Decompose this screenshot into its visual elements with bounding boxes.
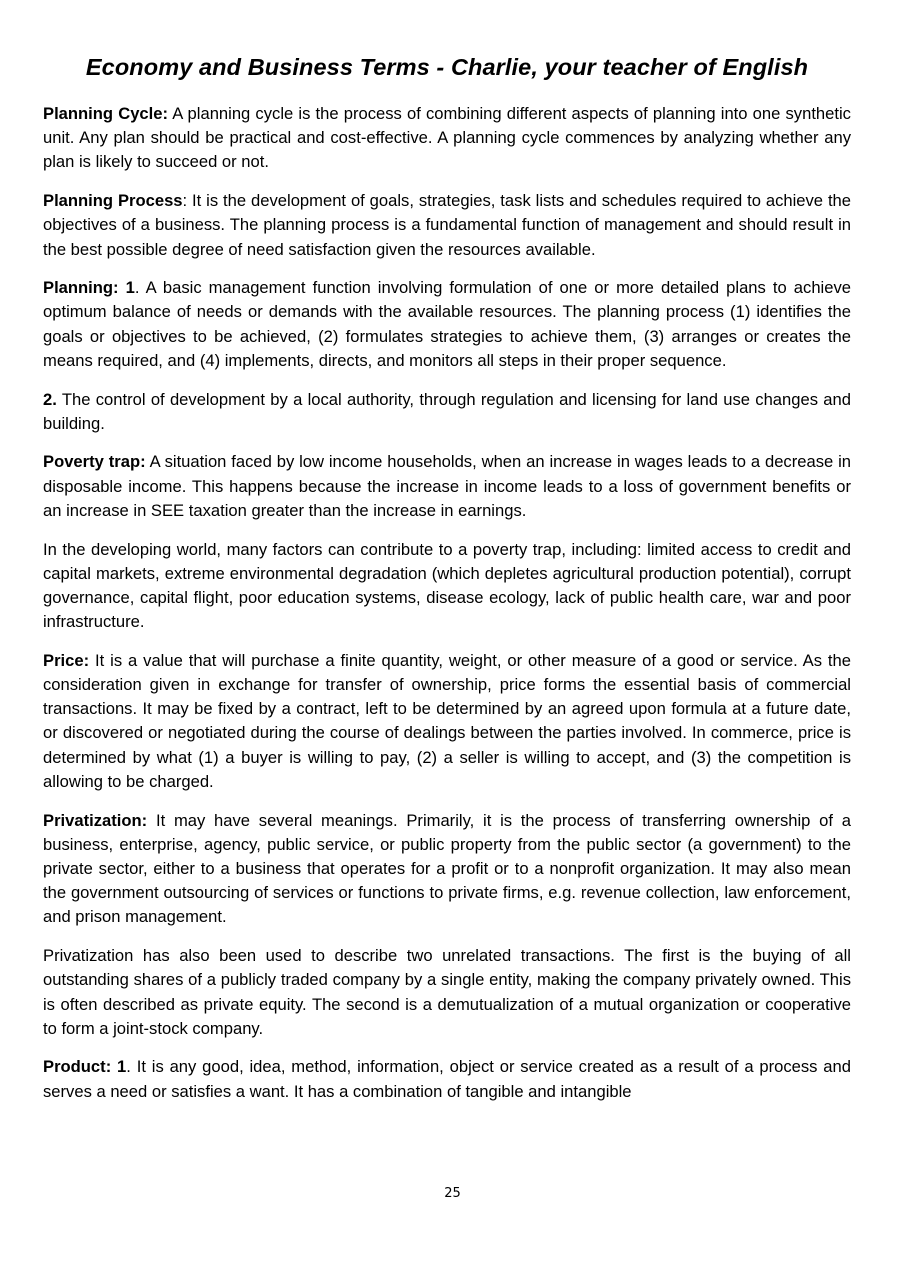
term-label: Poverty trap: (43, 452, 146, 472)
page-number: 25 (444, 1186, 461, 1201)
definition-text: The control of development by a local authority, through regulation and licensing for land use changes and building. (43, 389, 851, 433)
body-text: In the developing world, many factors can contribute to a poverty trap, including: limited access to credit and capital markets, extreme environmental degradation (which depletes agricultural production potential), corrupt governance, capital flight, poor education systems, disease ecology, lack of public health care, war and poor infrastructure. (43, 539, 851, 632)
definition-text: A situation faced by low income households, when an increase in wages leads to a decrease in disposable income. This happens because the increase in income leads to a loss of government benefits or an increase in SEE taxation greater than the increase in earnings. (43, 452, 852, 520)
definition-planning-2 (43, 388, 851, 436)
definition-text: . A basic management function involving formulation of one or more detailed plans to achieve optimum balance of needs or demands with the available resources. The planning process (1) identifies the goals or objectives to be achieved, (2) formulates strategies to achieve them, (3) arranges or creates the means required, and (4) implements, directs, and monitors all steps in their proper sequence. (43, 278, 851, 370)
term-label: 2. (43, 389, 57, 409)
definition-text: It is a value that will purchase a finite quantity, weight, or other measure of a good or service. As the consideration given in exchange for transfer of ownership, price forms the essential basis of commercial transactions. It may be fixed by a contract, left to be determined by an agreed upon formula at a future date, or discovered or negotiated during the course of dealings between the parties involved. In commerce, price is determined by what (1) a buyer is willing to pay, (2) a seller is willing to accept, and (3) the competition is allowing to be charged. (43, 650, 851, 791)
term-label: Planning: 1 (43, 278, 135, 298)
body-text: Privatization has also been used to describe two unrelated transactions. The first is the buying of all outstanding shares of a publicly traded company by a single entity, making the company privately owned. This is often described as private equity. The second is a demutualization of a mutual organization or cooperative to form a joint-stock company. (43, 946, 851, 1038)
definition-privatization (43, 809, 851, 930)
definition-text: : It is the development of goals, strategies, task lists and schedules required to achieve the objectives of a business. The planning process is a fundamental function of management and should result in the best possible degree of need satisfaction given the resources available. (43, 191, 852, 259)
term-label: Price: (43, 650, 90, 670)
term-label: Planning Cycle: (43, 104, 169, 123)
term-label: Privatization: (43, 810, 148, 830)
definition-text: A planning cycle is the process of combining different aspects of planning into one synthetic unit. Any plan should be practical and cost-effective. A planning cycle commences by analyzing whether any plan is likely to succeed or not. (43, 104, 851, 172)
paragraph-poverty-trap-developing-world (43, 538, 851, 635)
definition-text: It may have several meanings. Primarily, it is the process of transferring ownership of a business, enterprise, agency, public service, or public property from the public sector (a government) to the private sector, either to a business that operates for a profit or to a nonprofit organization. It may also mean the government outsourcing of services or functions to private firms, e.g. revenue collection, law enforcement, and prison management. (43, 810, 851, 927)
definition-text: . It is any good, idea, method, information, object or service created as a result of a process and serves a need or satisfies a want. It has a combination of tangible and intangible (43, 1057, 851, 1101)
definition-product-1 (43, 1055, 851, 1103)
definition-planning-cycle (43, 102, 851, 175)
definition-planning-process (43, 189, 851, 262)
document-page (43, 52, 851, 1118)
definition-poverty-trap (43, 450, 851, 523)
paragraph-privatization-transactions (43, 944, 851, 1041)
term-label: Product: 1 (43, 1057, 127, 1077)
document-title: Economy and Business Terms - Charlie, your teacher of English (85, 54, 809, 80)
term-label: Planning Process (43, 191, 183, 211)
definition-price (43, 649, 851, 794)
definition-planning-1 (43, 276, 851, 373)
